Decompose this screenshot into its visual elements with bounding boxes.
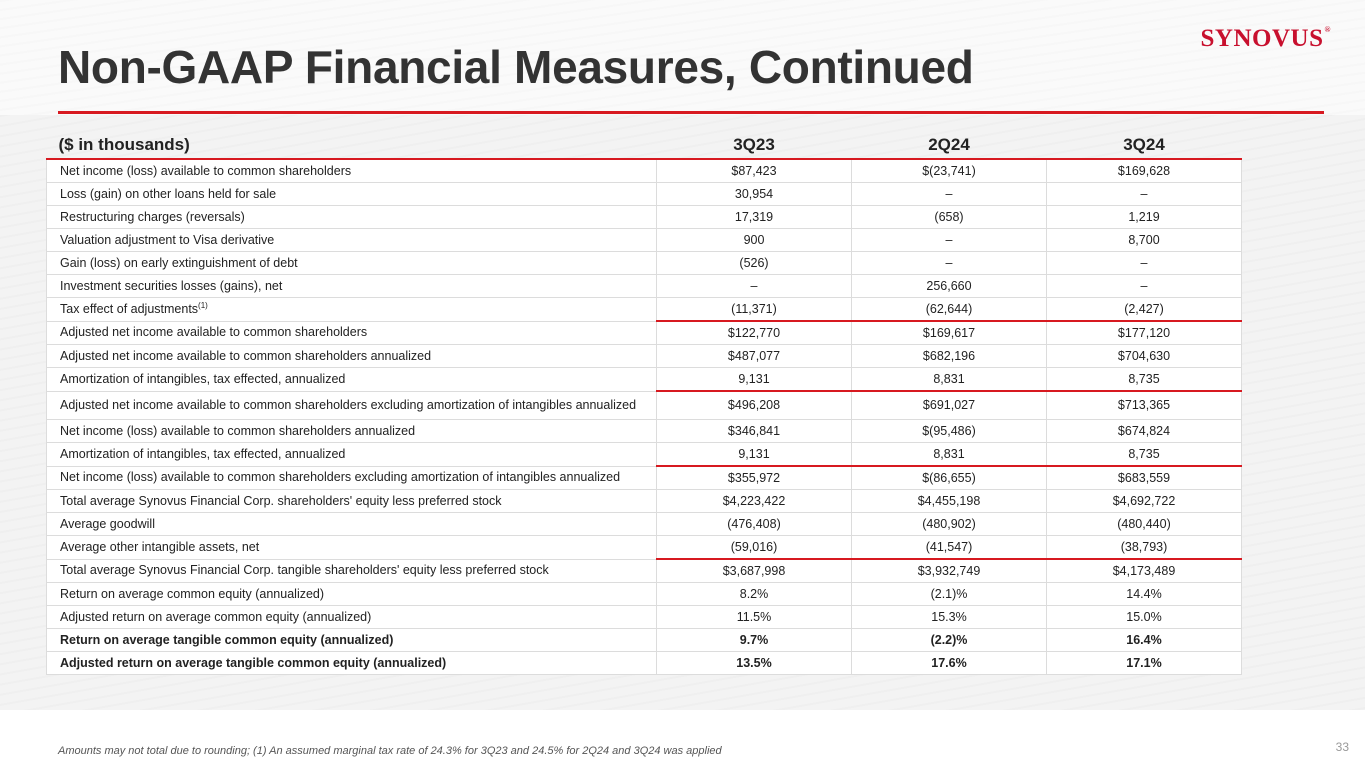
header-3q24: 3Q24 <box>1047 133 1242 159</box>
value-3q24: $4,692,722 <box>1047 490 1242 513</box>
row-label <box>47 298 657 322</box>
value-2q24: (480,902) <box>852 513 1047 536</box>
value-3q23: $346,841 <box>657 420 852 443</box>
row-label: Amortization of intangibles, tax effected, annualized <box>47 368 657 392</box>
value-3q23: 17,319 <box>657 206 852 229</box>
value-2q24: 17.6% <box>852 652 1047 675</box>
table-row <box>47 368 1242 392</box>
value-3q24: – <box>1047 183 1242 206</box>
value-3q24: 14.4% <box>1047 583 1242 606</box>
row-label: Net income (loss) available to common shareholders <box>47 159 657 183</box>
row-label: Valuation adjustment to Visa derivative <box>47 229 657 252</box>
value-3q23: 9,131 <box>657 368 852 392</box>
non-gaap-table <box>46 133 1242 675</box>
row-label: Gain (loss) on early extinguishment of debt <box>47 252 657 275</box>
value-3q23: 8.2% <box>657 583 852 606</box>
value-3q24: (38,793) <box>1047 536 1242 560</box>
value-2q24: $682,196 <box>852 345 1047 368</box>
value-2q24: $4,455,198 <box>852 490 1047 513</box>
value-3q23: 9.7% <box>657 629 852 652</box>
value-2q24: $169,617 <box>852 321 1047 345</box>
table-row <box>47 420 1242 443</box>
table-header-row <box>47 133 1242 159</box>
table-row <box>47 629 1242 652</box>
value-3q23: (59,016) <box>657 536 852 560</box>
table-row <box>47 183 1242 206</box>
value-2q24: – <box>852 229 1047 252</box>
value-3q24: 17.1% <box>1047 652 1242 675</box>
table-row <box>47 606 1242 629</box>
row-label: Investment securities losses (gains), net <box>47 275 657 298</box>
row-label: Total average Synovus Financial Corp. tangible shareholders' equity less preferred stock <box>47 559 657 583</box>
table-row <box>47 206 1242 229</box>
row-label: Net income (loss) available to common shareholders annualized <box>47 420 657 443</box>
row-label: Adjusted net income available to common shareholders <box>47 321 657 345</box>
value-3q24: $177,120 <box>1047 321 1242 345</box>
table-row <box>47 536 1242 560</box>
value-3q23: – <box>657 275 852 298</box>
table-row <box>47 490 1242 513</box>
value-3q23: 13.5% <box>657 652 852 675</box>
table-row <box>47 229 1242 252</box>
value-3q24: 8,735 <box>1047 443 1242 467</box>
value-3q24: 8,735 <box>1047 368 1242 392</box>
table-row <box>47 513 1242 536</box>
table-row <box>47 345 1242 368</box>
value-2q24: (658) <box>852 206 1047 229</box>
value-3q24: $674,824 <box>1047 420 1242 443</box>
row-label: Return on average tangible common equity (annualized) <box>47 629 657 652</box>
value-3q24: (2,427) <box>1047 298 1242 322</box>
title-divider-rule <box>58 111 1324 114</box>
value-3q24: $169,628 <box>1047 159 1242 183</box>
row-label-text: Tax effect of adjustments <box>60 301 199 316</box>
slide-title: Non-GAAP Financial Measures, Continued <box>58 41 974 93</box>
value-3q24: – <box>1047 252 1242 275</box>
value-2q24: 8,831 <box>852 368 1047 392</box>
row-label: Total average Synovus Financial Corp. shareholders' equity less preferred stock <box>47 490 657 513</box>
value-2q24: 8,831 <box>852 443 1047 467</box>
value-3q24: $704,630 <box>1047 345 1242 368</box>
value-3q23: $4,223,422 <box>657 490 852 513</box>
row-label: Return on average common equity (annualized) <box>47 583 657 606</box>
row-label: Adjusted net income available to common shareholders excluding amortization of intangibles annualized <box>47 391 657 420</box>
value-3q24: 16.4% <box>1047 629 1242 652</box>
logo-wordmark: SYNOVUS <box>1200 25 1324 52</box>
value-3q23: $355,972 <box>657 466 852 490</box>
row-label: Average goodwill <box>47 513 657 536</box>
page-number: 33 <box>1335 740 1349 754</box>
row-label: Adjusted return on average common equity (annualized) <box>47 606 657 629</box>
table-row <box>47 159 1242 183</box>
table-row <box>47 559 1242 583</box>
table-row <box>47 391 1242 420</box>
row-label: Loss (gain) on other loans held for sale <box>47 183 657 206</box>
table-row <box>47 466 1242 490</box>
value-3q23: $496,208 <box>657 391 852 420</box>
header-2q24: 2Q24 <box>852 133 1047 159</box>
value-3q23: (476,408) <box>657 513 852 536</box>
value-3q24: $683,559 <box>1047 466 1242 490</box>
table-row <box>47 321 1242 345</box>
row-label: Adjusted net income available to common shareholders annualized <box>47 345 657 368</box>
value-3q23: 30,954 <box>657 183 852 206</box>
header-units-label: ($ in thousands) <box>47 133 657 159</box>
value-3q23: $487,077 <box>657 345 852 368</box>
value-2q24: 15.3% <box>852 606 1047 629</box>
value-2q24: $3,932,749 <box>852 559 1047 583</box>
value-2q24: (2.2)% <box>852 629 1047 652</box>
value-3q24: $4,173,489 <box>1047 559 1242 583</box>
synovus-logo <box>1201 25 1331 53</box>
value-2q24: (62,644) <box>852 298 1047 322</box>
value-2q24: – <box>852 183 1047 206</box>
value-3q23: 9,131 <box>657 443 852 467</box>
header-3q23: 3Q23 <box>657 133 852 159</box>
value-3q23: $122,770 <box>657 321 852 345</box>
table-row <box>47 583 1242 606</box>
row-label: Net income (loss) available to common shareholders excluding amortization of intangibles annualized <box>47 466 657 490</box>
row-label: Average other intangible assets, net <box>47 536 657 560</box>
table-row <box>47 252 1242 275</box>
value-2q24: 256,660 <box>852 275 1047 298</box>
value-2q24: (2.1)% <box>852 583 1047 606</box>
row-label: Amortization of intangibles, tax effected, annualized <box>47 443 657 467</box>
value-2q24: – <box>852 252 1047 275</box>
value-3q23: $3,687,998 <box>657 559 852 583</box>
value-3q23: (11,371) <box>657 298 852 322</box>
table-row <box>47 443 1242 467</box>
table-row <box>47 298 1242 322</box>
value-3q23: (526) <box>657 252 852 275</box>
value-3q23: 11.5% <box>657 606 852 629</box>
table-row <box>47 275 1242 298</box>
footnote-marker: (1) <box>198 300 208 310</box>
value-2q24: $691,027 <box>852 391 1047 420</box>
footnote: Amounts may not total due to rounding; (1) An assumed marginal tax rate of 24.3% for 3Q23 and 24.5% for 2Q24 and 3Q24 was applied <box>58 745 722 757</box>
registered-mark: ® <box>1324 25 1331 34</box>
value-2q24: $(86,655) <box>852 466 1047 490</box>
value-2q24: $(95,486) <box>852 420 1047 443</box>
value-3q24: 8,700 <box>1047 229 1242 252</box>
value-3q24: $713,365 <box>1047 391 1242 420</box>
row-label: Restructuring charges (reversals) <box>47 206 657 229</box>
value-2q24: (41,547) <box>852 536 1047 560</box>
table-row <box>47 652 1242 675</box>
value-2q24: $(23,741) <box>852 159 1047 183</box>
value-3q23: $87,423 <box>657 159 852 183</box>
value-3q24: (480,440) <box>1047 513 1242 536</box>
value-3q24: 15.0% <box>1047 606 1242 629</box>
value-3q23: 900 <box>657 229 852 252</box>
row-label: Adjusted return on average tangible common equity (annualized) <box>47 652 657 675</box>
value-3q24: – <box>1047 275 1242 298</box>
value-3q24: 1,219 <box>1047 206 1242 229</box>
